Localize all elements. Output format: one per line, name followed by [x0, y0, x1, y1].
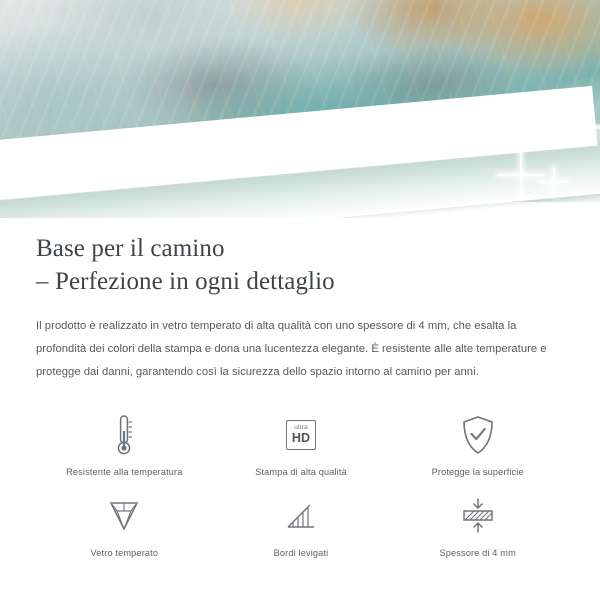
thermometer-icon — [113, 412, 135, 458]
feature-grid — [36, 406, 566, 562]
diamond-icon — [105, 493, 143, 539]
feature-item — [213, 487, 390, 562]
feature-label: Vetro temperato — [90, 547, 159, 558]
polished-edges-icon — [282, 493, 320, 539]
page-title-line-1: Base per il camino — [36, 235, 225, 262]
feature-item — [389, 406, 566, 481]
shield-check-icon — [461, 412, 495, 458]
hero-product-image — [0, 0, 600, 218]
ultra-hd-badge-icon — [286, 412, 316, 458]
feature-label: Spessore di 4 mm — [439, 547, 516, 558]
feature-item — [213, 406, 390, 481]
feature-item — [36, 406, 213, 481]
page-title — [36, 232, 566, 299]
feature-label: Resistente alla temperatura — [66, 466, 183, 477]
page-title-line-2: – Perfezione in ogni dettaglio — [36, 268, 335, 296]
feature-label: Bordi levigati — [273, 547, 329, 558]
feature-item — [36, 487, 213, 562]
badge-bottom-text: HD — [291, 431, 311, 446]
content-area — [0, 218, 600, 562]
product-description: Il prodotto è realizzato in vetro temperato di alta qualità con uno spessore di 4 mm, che esalta la profondità dei colori della stampa e dona una lucentezza elegante. È resistente alle alte temperature e protegge dai danni, garantendo così la sicurezza dello spazio intorno al camino per anni. — [36, 319, 547, 378]
feature-label: Protegge la superficie — [431, 466, 524, 477]
feature-label: Stampa di alta qualità — [255, 466, 347, 477]
badge-top-text: ultra — [294, 423, 308, 431]
feature-item — [389, 487, 566, 562]
thickness-arrows-icon — [459, 493, 497, 539]
